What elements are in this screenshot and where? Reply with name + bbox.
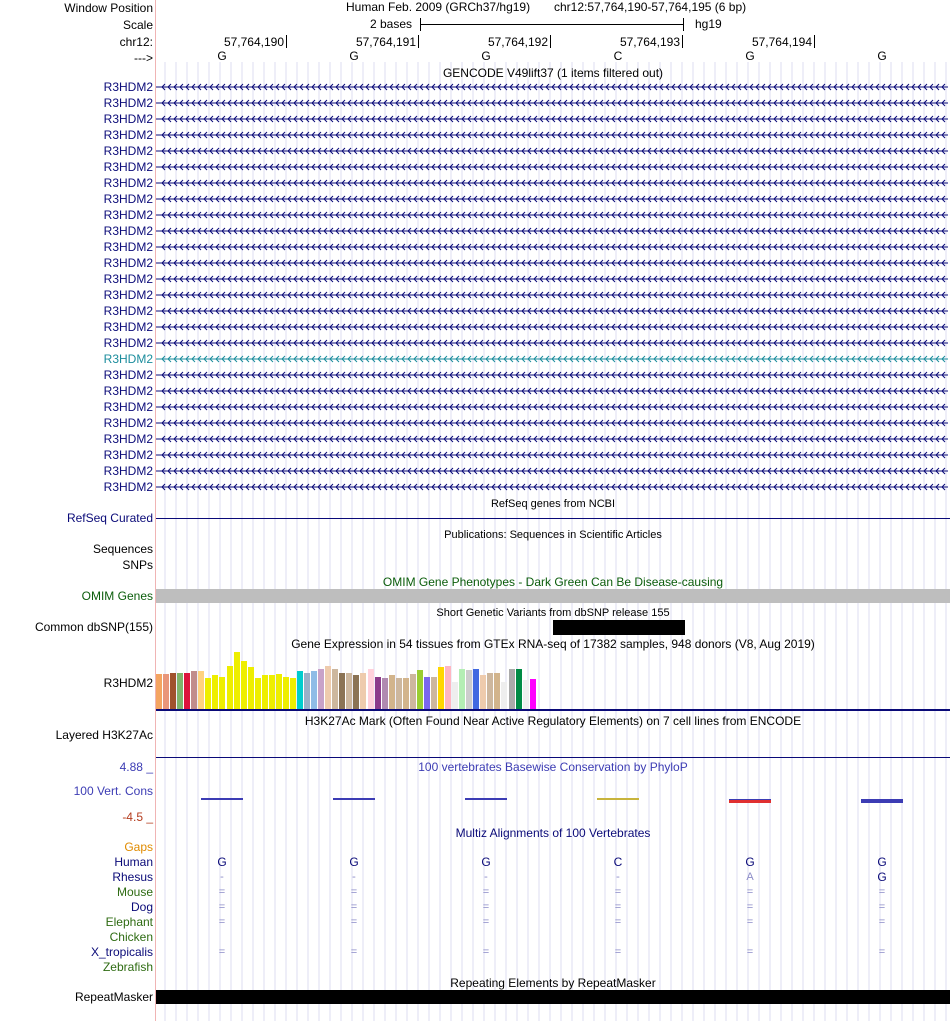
phylop-score-mark — [861, 799, 903, 803]
assembly-title: Human Feb. 2009 (GRCh37/hg19) — [346, 0, 531, 14]
gencode-transcript[interactable] — [156, 243, 948, 251]
multiz-alignment-base: = — [614, 886, 622, 898]
gtex-tissue-bar[interactable] — [403, 678, 409, 709]
h3k27ac-baseline — [156, 757, 950, 758]
multiz-alignment-base: = — [482, 901, 490, 913]
multiz-track-title: Multiz Alignments of 100 Vertebrates — [455, 826, 651, 840]
gtex-tissue-bar[interactable] — [269, 675, 275, 709]
gencode-transcript[interactable] — [156, 99, 948, 107]
phylop-score-mark — [333, 798, 375, 800]
gencode-transcript[interactable] — [156, 323, 948, 331]
gencode-track-title: GENCODE V49lift37 (1 items filtered out) — [442, 66, 664, 80]
gtex-tissue-bar[interactable] — [205, 678, 211, 709]
base-letter: G — [217, 49, 227, 63]
multiz-alignment-base: G — [877, 870, 887, 884]
gtex-tissue-bar[interactable] — [191, 671, 197, 709]
gtex-tissue-bar[interactable] — [494, 673, 500, 709]
gtex-tissue-bar[interactable] — [530, 679, 536, 709]
gencode-gene-label[interactable]: R3HDM2 — [103, 112, 153, 126]
gencode-transcript[interactable] — [156, 163, 948, 171]
gencode-gene-label[interactable]: R3HDM2 — [103, 368, 153, 382]
gtex-baseline — [156, 709, 950, 711]
base-letter: G — [349, 49, 359, 63]
gencode-gene-label[interactable]: R3HDM2 — [103, 384, 153, 398]
gtex-tissue-bar[interactable] — [501, 682, 507, 709]
phylop-max-label: 4.88 _ — [119, 760, 153, 774]
h3k27ac-label[interactable]: Layered H3K27Ac — [55, 728, 153, 742]
snps-label[interactable]: SNPs — [122, 558, 153, 572]
multiz-alignment-base: = — [878, 886, 886, 898]
gtex-tissue-bar[interactable] — [297, 671, 303, 709]
gencode-transcript[interactable] — [156, 435, 948, 443]
gtex-tissue-bar[interactable] — [339, 673, 345, 709]
gtex-tissue-bar[interactable] — [424, 677, 430, 709]
gencode-transcript[interactable] — [156, 403, 948, 411]
base-letter: G — [877, 49, 887, 63]
gtex-tissue-bar[interactable] — [410, 674, 416, 709]
gtex-tissue-bar[interactable] — [353, 675, 359, 709]
gencode-transcript[interactable] — [156, 291, 948, 299]
gencode-gene-label[interactable]: R3HDM2 — [103, 288, 153, 302]
gaps-label: Gaps — [124, 840, 153, 854]
multiz-alignment-base: - — [616, 871, 620, 883]
omim-track-title: OMIM Gene Phenotypes - Dark Green Can Be Disease-causing — [382, 575, 724, 589]
gencode-transcript[interactable] — [156, 227, 948, 235]
multiz-alignment-base: = — [350, 886, 358, 898]
gtex-label[interactable]: R3HDM2 — [103, 676, 153, 690]
gtex-tissue-bar[interactable] — [212, 675, 218, 709]
gencode-gene-label[interactable]: R3HDM2 — [103, 128, 153, 142]
repeatmasker-bar[interactable] — [156, 990, 950, 1004]
phylop-score-mark — [201, 798, 243, 800]
gencode-transcript[interactable] — [156, 339, 948, 347]
ruler-tick-label: 57,764,193 — [619, 35, 680, 49]
gencode-gene-label[interactable]: R3HDM2 — [103, 80, 153, 94]
gencode-gene-label[interactable]: R3HDM2 — [103, 160, 153, 174]
gencode-transcript[interactable] — [156, 355, 948, 363]
multiz-species-label[interactable]: X_tropicalis — [90, 945, 153, 959]
repeatmasker-label[interactable]: RepeatMasker — [74, 990, 153, 1004]
gtex-tissue-bar[interactable] — [487, 673, 493, 709]
gtex-tissue-bar[interactable] — [438, 667, 444, 709]
gencode-transcript[interactable] — [156, 83, 948, 91]
multiz-alignment-base: = — [746, 916, 754, 928]
multiz-alignment-base: = — [482, 946, 490, 958]
multiz-alignment-base: = — [878, 916, 886, 928]
multiz-alignment-base: = — [218, 916, 226, 928]
multiz-alignment-base: = — [218, 946, 226, 958]
gtex-bar-chart[interactable] — [156, 652, 556, 709]
ruler-tick — [814, 35, 815, 48]
refseq-label[interactable]: RefSeq Curated — [66, 511, 153, 525]
gencode-gene-label[interactable]: R3HDM2 — [103, 416, 153, 430]
gencode-transcript[interactable] — [156, 371, 948, 379]
gencode-gene-label[interactable]: R3HDM2 — [103, 320, 153, 334]
dbsnp-track-title: Short Genetic Variants from dbSNP release 155 — [436, 607, 670, 619]
multiz-alignment-base: = — [746, 886, 754, 898]
gencode-transcript[interactable] — [156, 275, 948, 283]
ruler-tick — [682, 35, 683, 48]
refseq-track-title: RefSeq genes from NCBI — [490, 498, 616, 510]
multiz-alignment-base: - — [484, 871, 488, 883]
scale-label: Scale — [122, 18, 153, 32]
multiz-species-label[interactable]: Mouse — [116, 885, 153, 899]
omim-bar[interactable] — [156, 589, 950, 603]
scale-db: hg19 — [695, 17, 722, 31]
gencode-gene-label[interactable]: R3HDM2 — [103, 448, 153, 462]
gencode-gene-label[interactable]: R3HDM2 — [103, 240, 153, 254]
base-letter: G — [481, 49, 491, 63]
gtex-tissue-bar[interactable] — [325, 666, 331, 709]
multiz-alignment-base: G — [217, 855, 227, 869]
ruler-tick-label: 57,764,191 — [355, 35, 416, 49]
gtex-tissue-bar[interactable] — [170, 673, 176, 709]
multiz-alignment-base: = — [614, 901, 622, 913]
multiz-alignment-base: = — [350, 901, 358, 913]
gencode-transcript[interactable] — [156, 419, 948, 427]
gtex-tissue-bar[interactable] — [248, 667, 254, 709]
gtex-tissue-bar[interactable] — [375, 677, 381, 709]
gencode-transcript[interactable] — [156, 483, 948, 491]
ruler-tick-label: 57,764,190 — [223, 35, 284, 49]
gtex-tissue-bar[interactable] — [311, 671, 317, 709]
gencode-gene-label[interactable]: R3HDM2 — [103, 192, 153, 206]
gencode-gene-label[interactable]: R3HDM2 — [103, 208, 153, 222]
gencode-transcript[interactable] — [156, 211, 948, 219]
scale-bar — [420, 17, 684, 31]
gencode-transcript[interactable] — [156, 307, 948, 315]
gencode-gene-label[interactable]: R3HDM2 — [103, 464, 153, 478]
gtex-tissue-bar[interactable] — [241, 661, 247, 709]
multiz-alignment-base: G — [349, 855, 359, 869]
phylop-score-mark — [729, 799, 771, 803]
gtex-tissue-bar[interactable] — [466, 670, 472, 709]
window-position-label: Window Position — [64, 1, 153, 15]
dbsnp-label[interactable]: Common dbSNP(155) — [34, 620, 153, 634]
multiz-alignment-base: C — [613, 855, 623, 869]
strand-label: ---> — [134, 51, 153, 65]
gtex-tissue-bar[interactable] — [276, 674, 282, 709]
multiz-species-label[interactable]: Dog — [130, 900, 153, 914]
gtex-tissue-bar[interactable] — [318, 669, 324, 709]
sequences-label[interactable]: Sequences — [92, 542, 153, 556]
gtex-tissue-bar[interactable] — [184, 673, 190, 709]
multiz-alignment-base: - — [220, 871, 224, 883]
multiz-species-label[interactable]: Zebrafish — [102, 960, 153, 974]
gtex-tissue-bar[interactable] — [396, 678, 402, 709]
gencode-transcript[interactable] — [156, 387, 948, 395]
gtex-tissue-bar[interactable] — [332, 669, 338, 709]
gtex-tissue-bar[interactable] — [219, 677, 225, 709]
gtex-track-title: Gene Expression in 54 tissues from GTEx RNA-seq of 17382 samples, 948 donors (V8, Aug 2019) — [291, 637, 815, 651]
phylop-score-mark — [597, 798, 639, 800]
scale-text: 2 bases — [370, 17, 413, 31]
gtex-tissue-bar[interactable] — [459, 669, 465, 709]
chrom-label: chr12: — [119, 35, 153, 49]
gencode-gene-label[interactable]: R3HDM2 — [103, 304, 153, 318]
multiz-alignment-base: = — [614, 916, 622, 928]
multiz-alignment-base: = — [218, 886, 226, 898]
gencode-gene-label[interactable]: R3HDM2 — [103, 400, 153, 414]
gencode-gene-label[interactable]: R3HDM2 — [103, 336, 153, 350]
ruler-tick-label: 57,764,194 — [751, 35, 812, 49]
multiz-alignment-base: = — [482, 916, 490, 928]
multiz-species-label[interactable]: Rhesus — [112, 870, 153, 884]
multiz-species-label[interactable]: Chicken — [109, 930, 153, 944]
multiz-species-label[interactable]: Elephant — [105, 915, 153, 929]
gencode-gene-label[interactable]: R3HDM2 — [103, 256, 153, 270]
multiz-alignment-base: A — [746, 871, 754, 883]
multiz-alignment-base: = — [746, 946, 754, 958]
gencode-transcript[interactable] — [156, 179, 948, 187]
position-text[interactable]: chr12:57,764,190-57,764,195 (6 bp) — [554, 0, 747, 14]
multiz-alignment-base: - — [352, 871, 356, 883]
gencode-gene-label[interactable]: R3HDM2 — [103, 144, 153, 158]
gencode-gene-label[interactable]: R3HDM2 — [103, 480, 153, 494]
gencode-gene-label[interactable]: R3HDM2 — [103, 352, 153, 366]
gtex-tissue-bar[interactable] — [290, 678, 296, 709]
gencode-gene-label[interactable]: R3HDM2 — [103, 432, 153, 446]
gtex-tissue-bar[interactable] — [382, 678, 388, 709]
multiz-alignment-base: = — [350, 916, 358, 928]
phylop-min-label: -4.5 _ — [122, 810, 153, 824]
gtex-tissue-bar[interactable] — [262, 675, 268, 709]
gtex-tissue-bar[interactable] — [304, 673, 310, 709]
multiz-alignment-base: = — [482, 886, 490, 898]
gtex-tissue-bar[interactable] — [417, 670, 423, 709]
multiz-alignment-base: = — [878, 901, 886, 913]
multiz-alignment-base: = — [614, 946, 622, 958]
ruler-tick-label: 57,764,192 — [487, 35, 548, 49]
gtex-tissue-bar[interactable] — [346, 673, 352, 709]
gtex-tissue-bar[interactable] — [368, 669, 374, 709]
gtex-tissue-bar[interactable] — [452, 682, 458, 709]
gtex-tissue-bar[interactable] — [255, 678, 261, 709]
ruler-tick — [286, 35, 287, 48]
gencode-gene-label[interactable]: R3HDM2 — [103, 224, 153, 238]
gtex-tissue-bar[interactable] — [480, 675, 486, 709]
base-letter: C — [613, 49, 623, 63]
publications-track-title: Publications: Sequences in Scientific Articles — [444, 529, 662, 541]
gencode-transcript[interactable] — [156, 259, 948, 267]
gtex-tissue-bar[interactable] — [445, 666, 451, 709]
gtex-tissue-bar[interactable] — [227, 666, 233, 709]
omim-label[interactable]: OMIM Genes — [81, 589, 153, 603]
multiz-alignment-base: G — [481, 855, 491, 869]
gencode-gene-label[interactable]: R3HDM2 — [103, 176, 153, 190]
gtex-tissue-bar[interactable] — [163, 674, 169, 709]
multiz-alignment-base: = — [878, 946, 886, 958]
gtex-tissue-bar[interactable] — [516, 669, 522, 709]
phylop-track-title: 100 vertebrates Basewise Conservation by PhyloP — [418, 760, 688, 774]
gencode-transcript[interactable] — [156, 195, 948, 203]
repeatmasker-track-title: Repeating Elements by RepeatMasker — [450, 976, 656, 990]
gtex-tissue-bar[interactable] — [234, 652, 240, 709]
h3k27ac-track-title: H3K27Ac Mark (Often Found Near Active Regulatory Elements) on 7 cell lines from ENCODE — [304, 714, 802, 728]
multiz-alignment-base: = — [218, 901, 226, 913]
gtex-tissue-bar[interactable] — [156, 674, 162, 709]
refseq-track-line — [156, 518, 950, 519]
gtex-tissue-bar[interactable] — [389, 675, 395, 709]
gtex-tissue-bar[interactable] — [360, 673, 366, 709]
gtex-tissue-bar[interactable] — [198, 671, 204, 709]
multiz-alignment-base: = — [350, 946, 358, 958]
gencode-transcript[interactable] — [156, 147, 948, 155]
ruler-tick — [418, 35, 419, 48]
gencode-transcript[interactable] — [156, 451, 948, 459]
gencode-transcript[interactable] — [156, 115, 948, 123]
multiz-alignment-base: G — [745, 855, 755, 869]
gtex-tissue-bar[interactable] — [177, 673, 183, 709]
gtex-tissue-bar[interactable] — [473, 669, 479, 709]
phylop-score-mark — [465, 798, 507, 800]
phylop-label[interactable]: 100 Vert. Cons — [73, 784, 153, 798]
gtex-tissue-bar[interactable] — [523, 680, 529, 709]
multiz-alignment-base: = — [746, 901, 754, 913]
multiz-alignment-base: G — [877, 855, 887, 869]
ruler-tick — [550, 35, 551, 48]
gtex-tissue-bar[interactable] — [283, 677, 289, 709]
dbsnp-variant-block[interactable] — [553, 620, 685, 635]
multiz-species-label[interactable]: Human — [114, 855, 153, 869]
base-letter: G — [745, 49, 755, 63]
gencode-gene-label[interactable]: R3HDM2 — [103, 272, 153, 286]
gencode-transcript[interactable] — [156, 131, 948, 139]
gtex-tissue-bar[interactable] — [509, 669, 515, 709]
gencode-gene-label[interactable]: R3HDM2 — [103, 96, 153, 110]
gtex-tissue-bar[interactable] — [431, 677, 437, 709]
gencode-transcript[interactable] — [156, 467, 948, 475]
